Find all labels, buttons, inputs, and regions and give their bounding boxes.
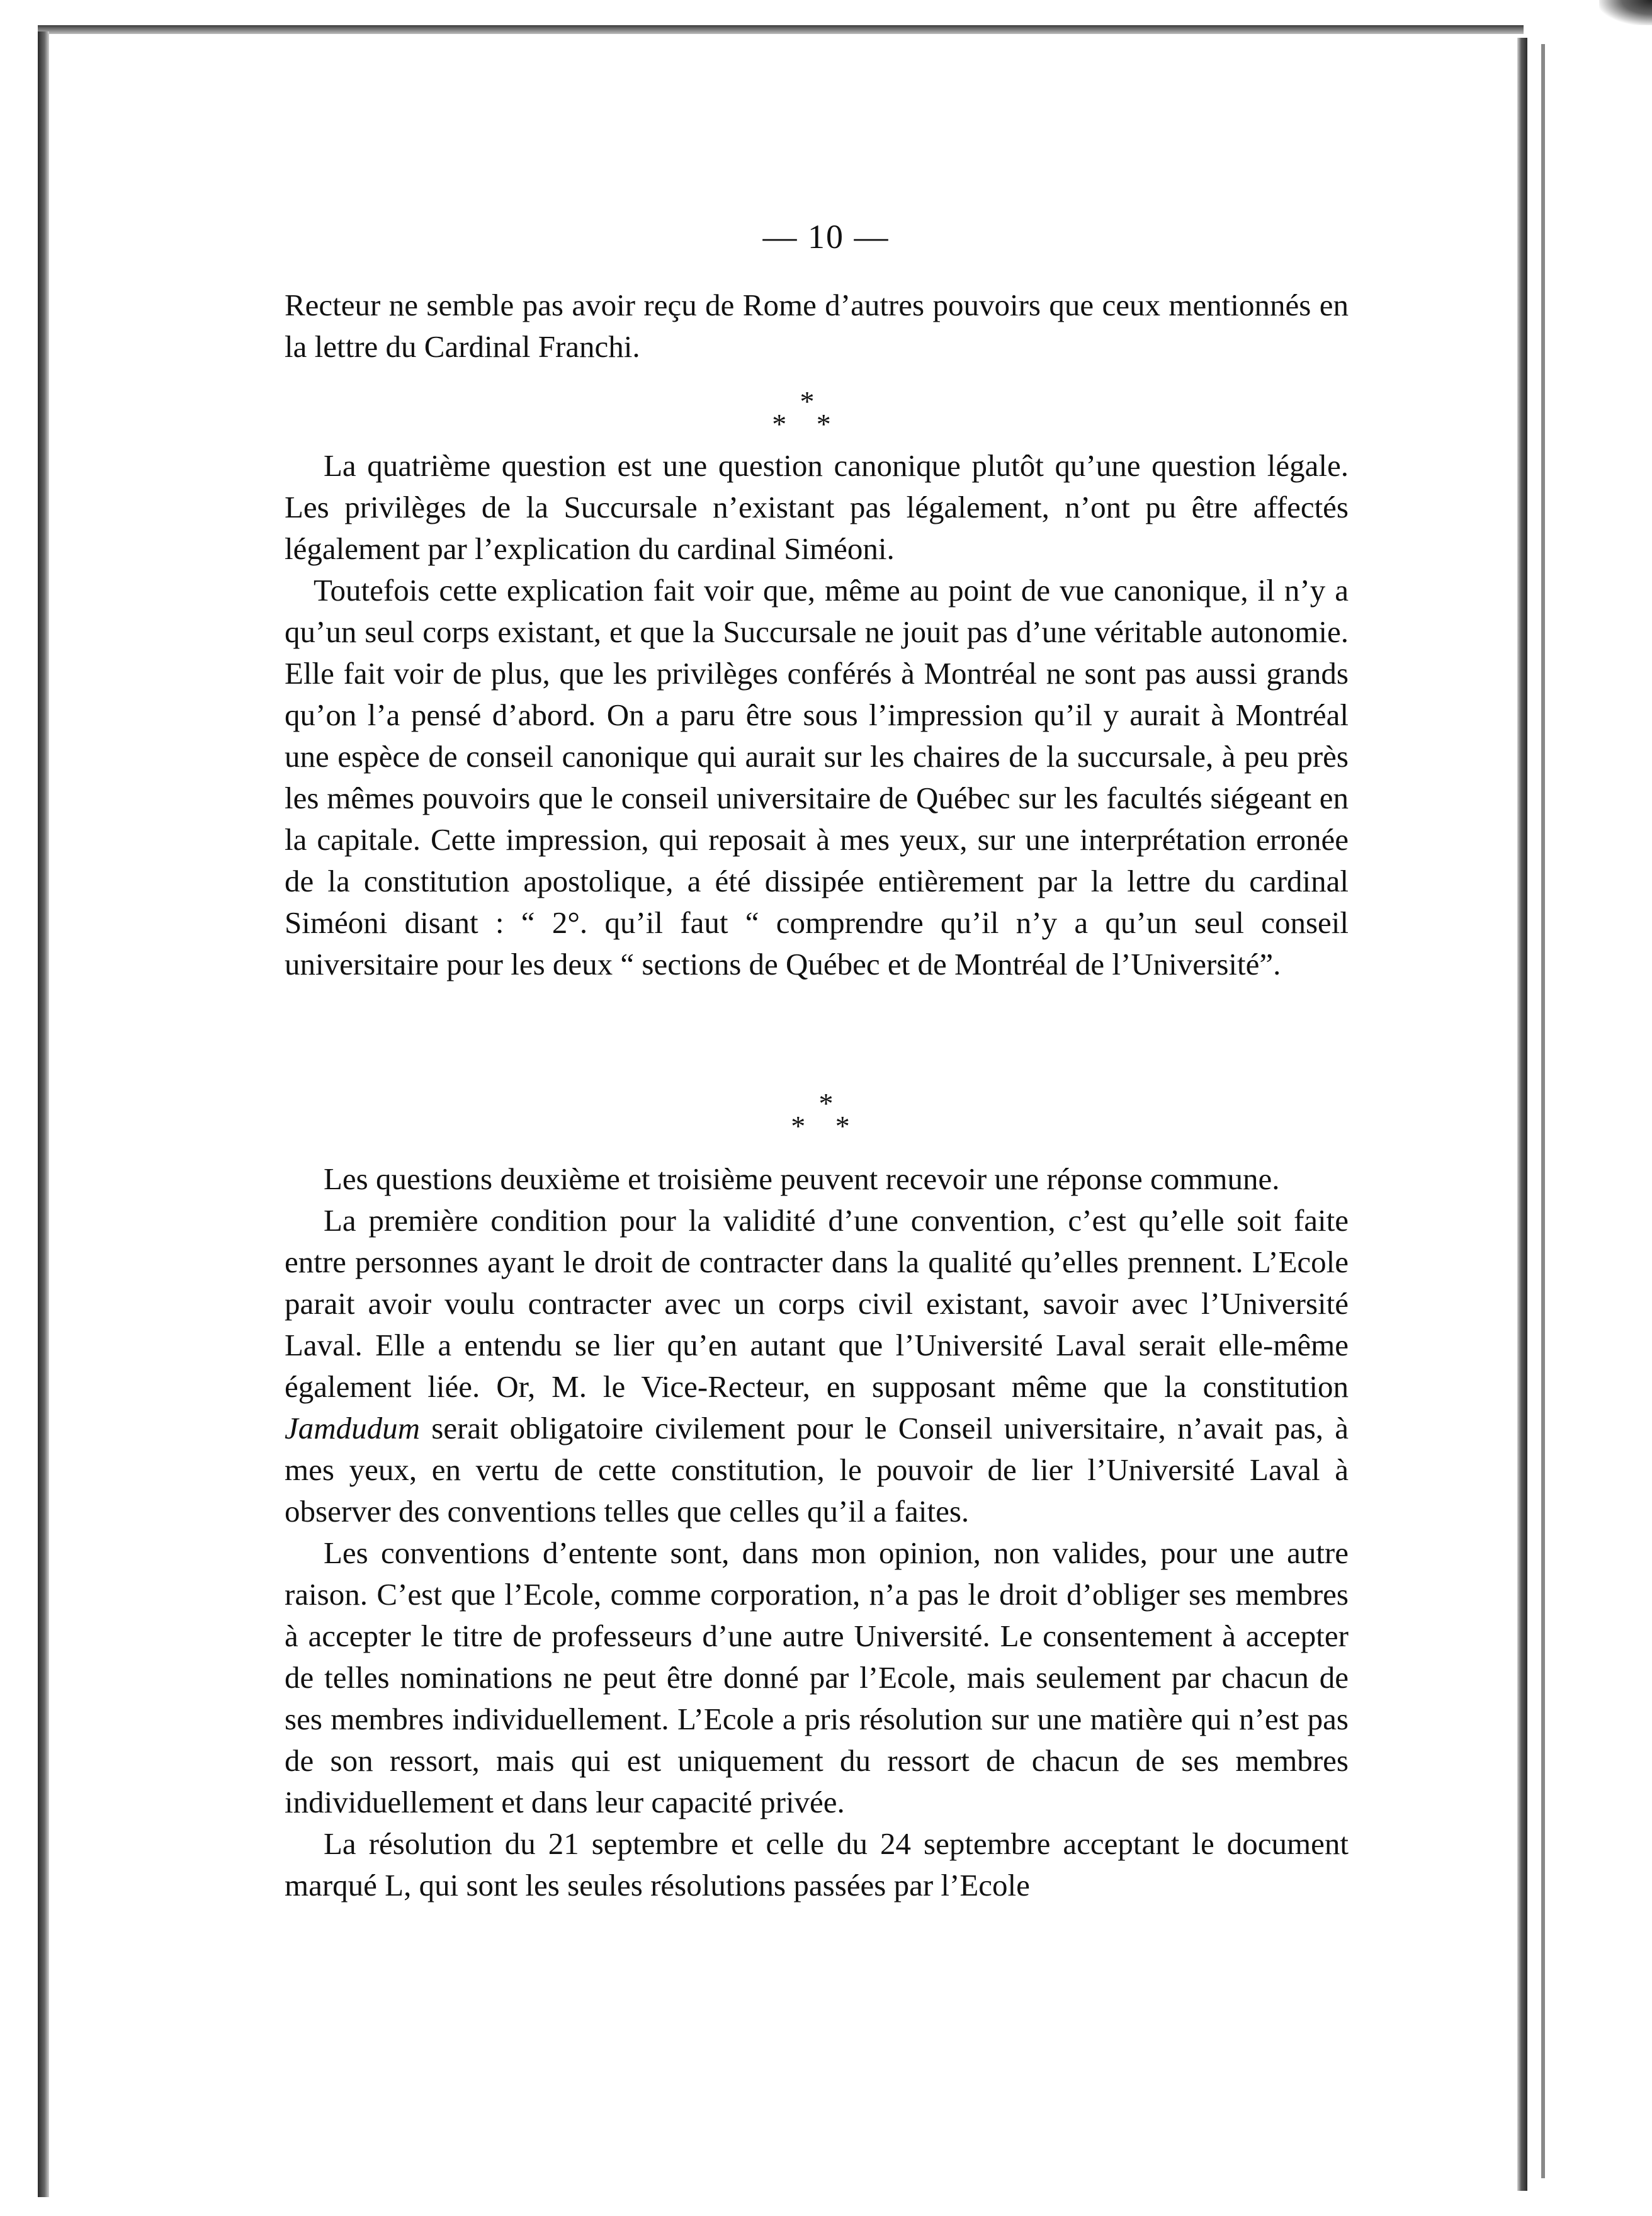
paragraph-text: La première condition pour la validité d’une convention, c’est qu’elle soit faite entre personnes ayant le droit de contracter dans la qualité qu’elles prennent. L’Ecole parait avoir voulu contracter avec un corps civil existant, savoir avec l’Université Laval. Elle a entendu se lier qu’en autant que l’Université Laval serait elle-même également liée. Or, M. le Vice-Recteur, en supposant même que la constitution [285,1203,1349,1404]
asterism-separator [0,1087,1652,1142]
paragraph [285,1200,1349,1532]
scan-corner-mark [1599,0,1652,25]
asterism-bottom: * * [791,1110,861,1142]
paragraph: La quatrième question est une question canonique plutôt qu’une question légale. Les privilèges de la Succursale n’existant pas légalement, n’ont pu être affectés légalement par l’explication du cardinal Siméoni. [285,448,1349,566]
text-block-second-third-questions [285,1158,1349,1906]
page-edge-top [38,25,1524,34]
text-block-continuation [285,285,1349,368]
paragraph: Les conventions d’entente sont, dans mon opinion, non valides, pour une autre raison. C’est que l’Ecole, comme corporation, n’a pas le droit d’obliger ses membres à accepter le titre de professeurs d’une autre Université. Le consentement à accepter de telles nominations ne peut être donné par l’Ecole, mais seulement par chacun de ses membres individuellement. L’Ecole a pris résolution sur une matière qui n’est pas de son ressort, mais qui est uniquement du ressort de chacun de ses membres individuellement et dans leur capacité privée. [285,1535,1349,1819]
page-number: — 10 — [762,218,890,256]
italic-term: Jamdudum [285,1411,421,1445]
text-block-fourth-question [285,445,1349,985]
paragraph-text: serait obligatoire civilement pour le Conseil universitaire, n’avait pas, à mes yeux, en vertu de cette constitution, le pouvoir de lier l’Université Laval à observer des conventions telles que celles qu’il a faites. [285,1411,1349,1529]
asterism-top: * [818,1087,834,1119]
paragraph: La résolution du 21 septembre et celle du 24 septembre acceptant le document marqué L, qui sont les seules résolutions passées par l’Ecole [285,1826,1349,1902]
paragraph: Les questions deuxième et troisième peuvent recevoir une réponse commune. [324,1162,1280,1196]
asterism-top: * [800,385,815,417]
asterism-bottom: * * [772,408,842,440]
paragraph: Recteur ne semble pas avoir reçu de Rome d’autres pouvoirs que ceux mentionnés en la lettre du Cardinal Franchi. [285,288,1349,364]
paragraph: Toutefois cette explication fait voir que, même au point de vue canonique, il n’y a qu’un seul corps existant, et que la Succursale ne jouit pas d’une véritable autonomie. Elle fait voir de plus, que les privilèges conférés à Montréal ne sont pas aussi grands qu’on l’a pensé d’abord. On a paru être sous l’impression qu’il y aurait à Montréal une espèce de conseil canonique qui aurait sur les chaires de la succursale, à peu près les mêmes pouvoirs que le conseil universitaire de Québec sur les facultés siégeant en la capitale. Cette impression, qui reposait à mes yeux, sur une interprétation erronée de la constitution apostolique, a été dissipée entièrement par la lettre du cardinal Siméoni disant : “ 2°. qu’il faut “ comprendre qu’il n’y a qu’un seul conseil universitaire pour les deux “ sections de Québec et de Montréal de l’Université”. [285,573,1349,981]
asterism-separator [0,385,1633,440]
